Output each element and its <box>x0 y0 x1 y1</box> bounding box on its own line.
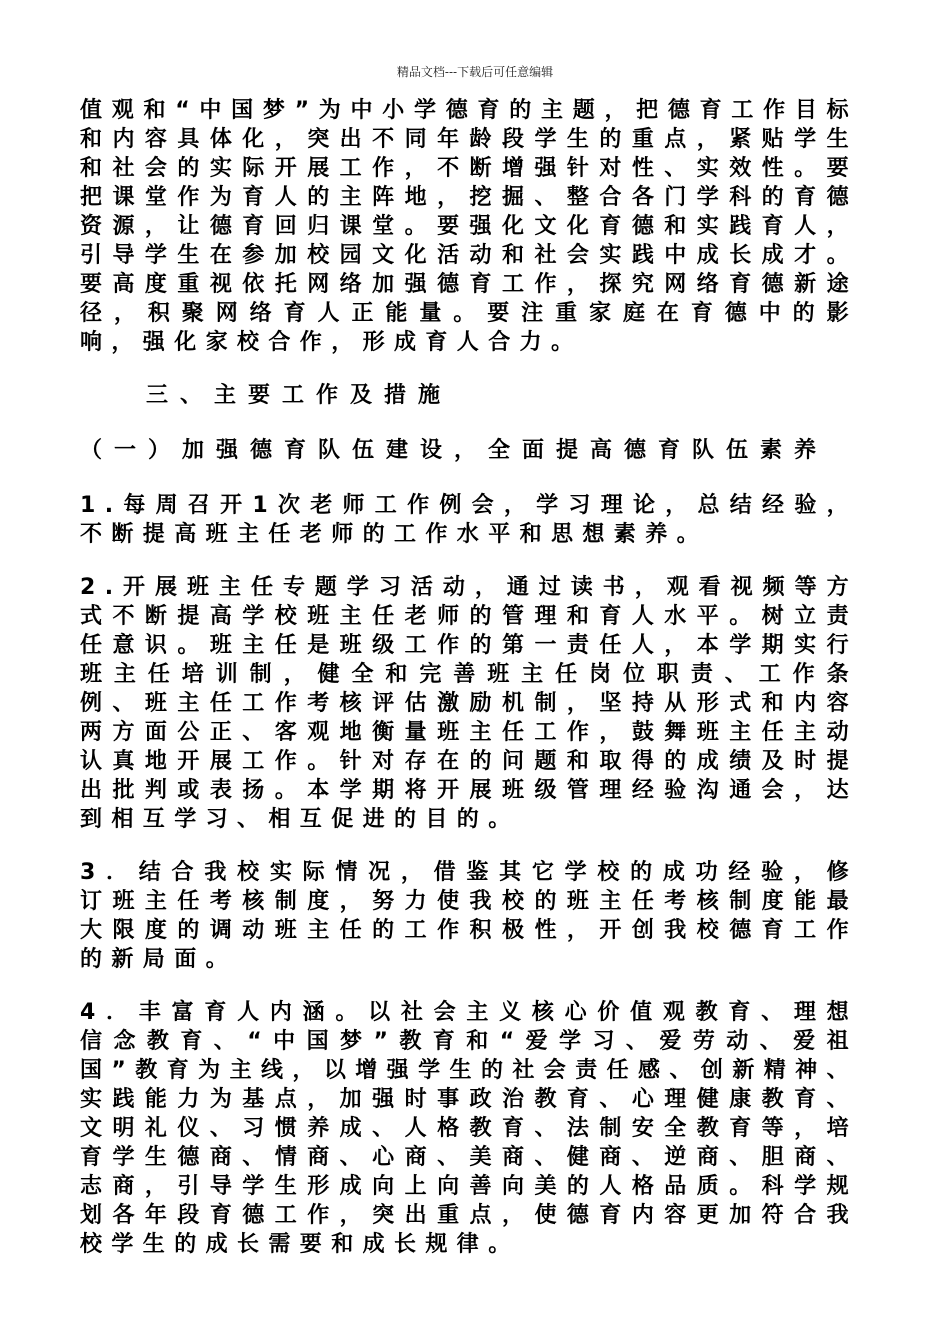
document-body <box>80 96 858 1283</box>
list-item-1: 1.每周召开1次老师工作例会，学习理论，总结经验，不断提高班主任老师的工作水平和思想素养。 <box>80 493 858 547</box>
list-item-4: 4．丰富育人内涵。以社会主义核心价值观教育、理想信念教育、“中国梦”教育和“爱学习、爱劳动、爱祖国”教育为主线，以增强学生的社会责任感、创新精神、实践能力为基点，加强时事政治教育、心理健康教育、文明礼仪、习惯养成、人格教育、法制安全教育等，培育学生德商、情商、心商、美商、健商、逆商、胆商、志商，引导学生形成向上向善向美的人格品质。科学规划各年段育德工作，突出重点，使德育内容更加符合我校学生的成长需要和成长规律。 <box>80 1000 858 1257</box>
section-heading-3: 三、主要工作及措施 <box>146 383 453 408</box>
list-item-3: 3．结合我校实际情况，借鉴其它学校的成功经验，修订班主任考核制度，努力使我校的班主任考核制度能最大限度的调动班主任的工作积极性，开创我校德育工作的新局面。 <box>80 860 858 972</box>
subsection-heading-1: （一）加强德育队伍建设，全面提高德育队伍素养 <box>80 438 829 463</box>
list-item-2: 2.开展班主任专题学习活动，通过读书，观看视频等方式不断提高学校班主任老师的管理和育人水平。树立责任意识。班主任是班级工作的第一责任人，本学期实行班主任培训制，健全和完善班主任岗位职责、工作条例、班主任工作考核评估激励机制，坚持从形式和内容两方面公正、客观地衡量班主任工作，鼓舞班主任主动认真地开展工作。针对存在的问题和取得的成绩及时提出批判或表扬。本学期将开展班级管理经验沟通会，达到相互学习、相互促进的目的。 <box>80 575 858 832</box>
paragraph-intro: 值观和“中国梦”为中小学德育的主题，把德育工作目标和内容具体化，突出不同年龄段学生的重点，紧贴学生和社会的实际开展工作，不断增强针对性、实效性。要把课堂作为育人的主阵地，挖掘、整合各门学科的育德资源，让德育回归课堂。要强化文化育德和实践育人，引导学生在参加校园文化活动和社会实践中成长成才。要高度重视依托网络加强德育工作，探究网络育德新途径，积聚网络育人正能量。要注重家庭在育德中的影响，强化家校合作，形成育人合力。 <box>80 98 858 355</box>
page-header: 精品文档---下载后可任意编辑 <box>396 65 554 79</box>
